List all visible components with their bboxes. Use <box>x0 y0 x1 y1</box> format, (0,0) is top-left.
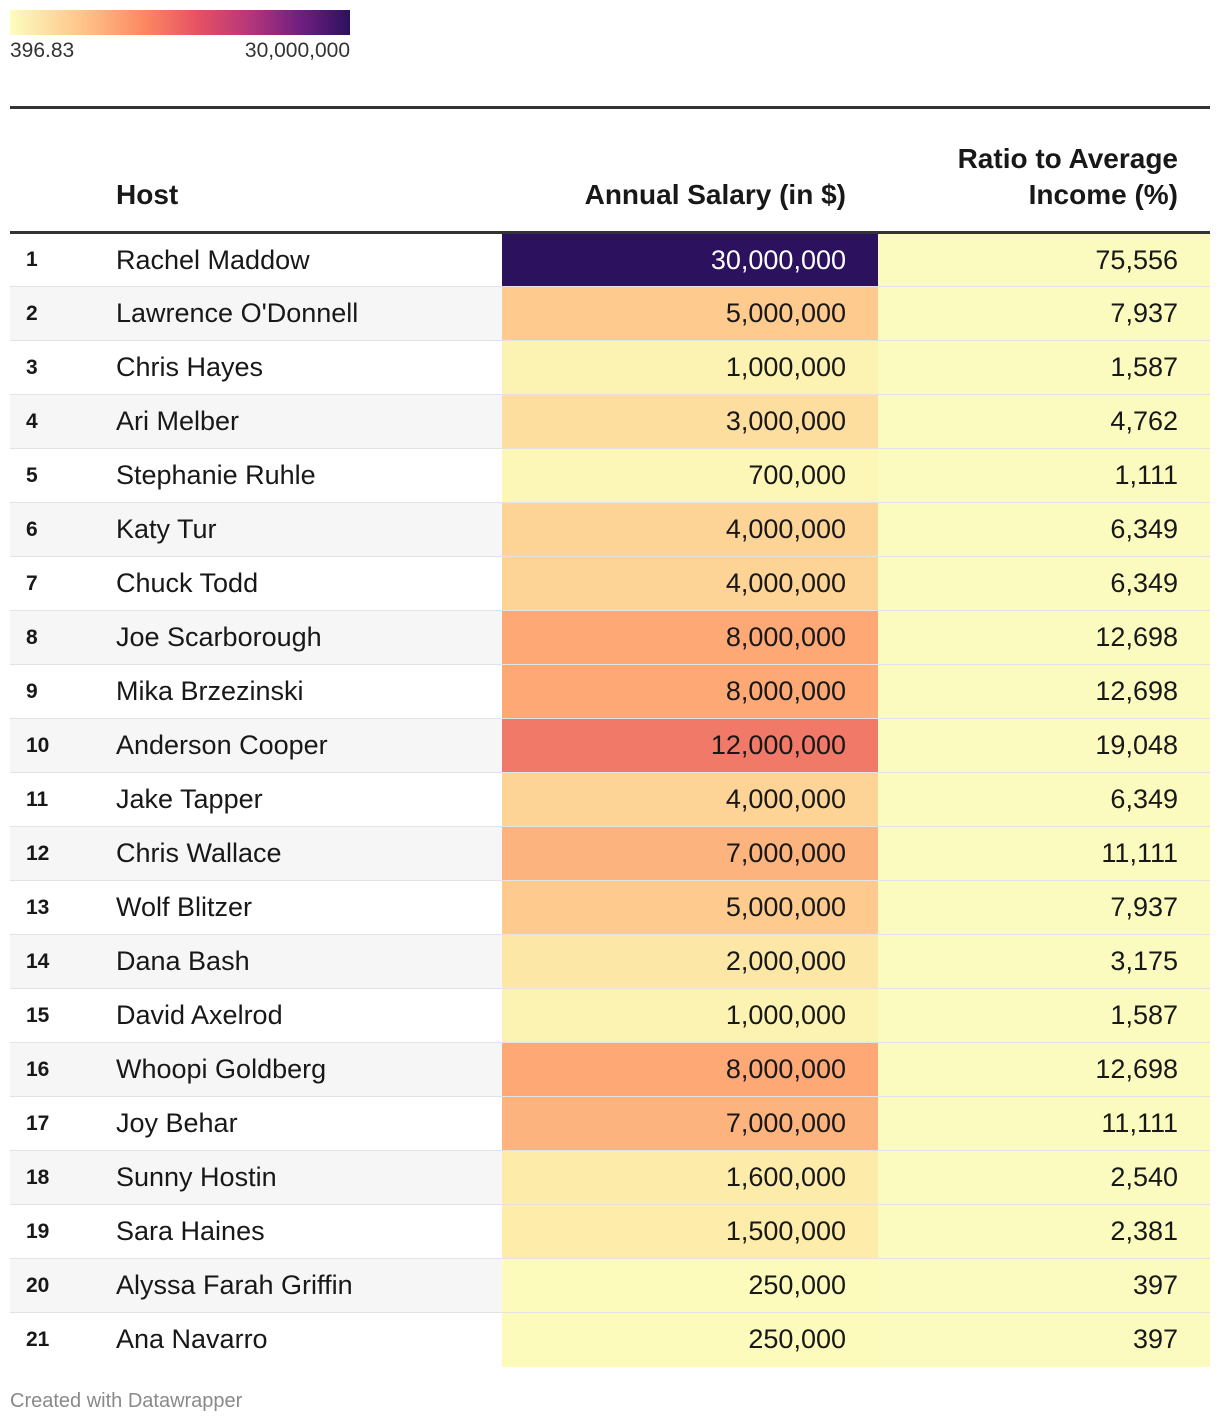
table-row <box>10 449 1210 503</box>
ratio-cell: 7,937 <box>878 287 1210 341</box>
ratio-cell: 1,587 <box>878 341 1210 395</box>
legend-max-label: 30,000,000 <box>244 39 350 62</box>
color-legend <box>10 10 350 65</box>
rank-cell: 21 <box>26 1327 50 1351</box>
table-row <box>10 1259 1210 1313</box>
table-row <box>10 1205 1210 1259</box>
rank-cell: 3 <box>26 355 38 379</box>
rank-cell: 18 <box>10 1151 116 1205</box>
salary-cell: 4,000,000 <box>502 773 878 827</box>
salary-cell: 250,000 <box>502 1313 878 1367</box>
rank-cell: 7 <box>26 571 38 595</box>
rank-cell: 17 <box>26 1111 50 1135</box>
salary-cell: 1,500,000 <box>502 1205 878 1259</box>
ratio-cell: 75,556 <box>878 233 1210 287</box>
host-cell: Ari Melber <box>116 395 502 449</box>
table-body <box>10 233 1210 1367</box>
table-row <box>10 1097 1210 1151</box>
salary-cell: 8,000,000 <box>502 611 878 665</box>
table-row <box>10 827 1210 881</box>
color-scale-labels <box>10 39 350 65</box>
header-row <box>10 108 1210 233</box>
rank-cell: 10 <box>10 719 116 773</box>
salary-cell: 8,000,000 <box>502 1043 878 1097</box>
header-ratio[interactable] <box>878 108 1210 233</box>
ratio-cell: 6,349 <box>878 557 1210 611</box>
host-cell: David Axelrod <box>116 1000 283 1030</box>
salary-cell: 250,000 <box>502 1259 878 1313</box>
ratio-cell: 11,111 <box>878 827 1210 881</box>
table-row <box>10 935 1210 989</box>
salary-cell: 30,000,000 <box>502 233 878 287</box>
rank-cell: 16 <box>10 1043 116 1097</box>
host-cell: Stephanie Ruhle <box>116 460 316 490</box>
rank-cell: 2 <box>10 287 116 341</box>
table-row <box>10 1313 1210 1367</box>
host-cell: Whoopi Goldberg <box>116 1043 502 1097</box>
host-cell: Sunny Hostin <box>116 1151 502 1205</box>
salary-cell: 12,000,000 <box>502 719 878 773</box>
ratio-cell: 19,048 <box>878 719 1210 773</box>
ratio-cell: 2,540 <box>878 1151 1210 1205</box>
rank-cell: 15 <box>26 1003 50 1027</box>
salary-table <box>10 106 1210 1367</box>
color-scale-bar <box>10 10 350 35</box>
rank-cell: 9 <box>26 679 38 703</box>
salary-cell: 5,000,000 <box>502 287 878 341</box>
table-row <box>10 611 1210 665</box>
footer-credit: Created with Datawrapper <box>10 1390 243 1412</box>
salary-cell: 5,000,000 <box>502 881 878 935</box>
table-row <box>10 665 1210 719</box>
rank-cell: 14 <box>10 935 116 989</box>
host-cell: Sara Haines <box>116 1216 265 1246</box>
salary-cell: 1,000,000 <box>502 989 878 1043</box>
table-row <box>10 395 1210 449</box>
host-cell: Dana Bash <box>116 935 502 989</box>
host-cell: Joy Behar <box>116 1108 238 1138</box>
ratio-cell: 11,111 <box>878 1097 1210 1151</box>
ratio-cell: 12,698 <box>878 1043 1210 1097</box>
header-host[interactable]: Host <box>116 179 179 210</box>
rank-cell: 19 <box>26 1219 50 1243</box>
ratio-cell: 7,937 <box>878 881 1210 935</box>
host-cell: Joe Scarborough <box>116 611 502 665</box>
host-cell: Chuck Todd <box>116 568 259 598</box>
table-row <box>10 1043 1210 1097</box>
header-salary[interactable]: Annual Salary (in $) <box>584 179 846 210</box>
salary-cell: 8,000,000 <box>502 665 878 719</box>
host-cell: Katy Tur <box>116 503 502 557</box>
host-cell: Chris Wallace <box>116 827 502 881</box>
table-row <box>10 1151 1210 1205</box>
host-cell: Jake Tapper <box>116 784 263 814</box>
table-row <box>10 881 1210 935</box>
header-ratio-line2: Income (%) <box>1028 179 1178 210</box>
rank-cell: 5 <box>26 463 38 487</box>
host-cell: Rachel Maddow <box>116 244 310 275</box>
ratio-cell: 12,698 <box>878 611 1210 665</box>
rank-cell: 8 <box>10 611 116 665</box>
rank-cell: 20 <box>10 1259 116 1313</box>
salary-cell: 7,000,000 <box>502 827 878 881</box>
table-row <box>10 557 1210 611</box>
table-header <box>10 108 1210 233</box>
table-row <box>10 233 1210 287</box>
rank-cell: 13 <box>26 895 50 919</box>
ratio-cell: 6,349 <box>878 503 1210 557</box>
host-cell: Anderson Cooper <box>116 719 502 773</box>
header-ratio-line1: Ratio to Average <box>957 143 1178 174</box>
ratio-cell: 12,698 <box>878 665 1210 719</box>
salary-cell: 3,000,000 <box>502 395 878 449</box>
ratio-cell: 1,587 <box>878 989 1210 1043</box>
ratio-cell: 1,111 <box>878 449 1210 503</box>
salary-cell: 4,000,000 <box>502 557 878 611</box>
table-row <box>10 989 1210 1043</box>
rank-cell: 6 <box>10 503 116 557</box>
salary-cell: 1,600,000 <box>502 1151 878 1205</box>
rank-cell: 4 <box>10 395 116 449</box>
ratio-cell: 6,349 <box>878 773 1210 827</box>
host-cell: Lawrence O'Donnell <box>116 287 502 341</box>
host-cell: Wolf Blitzer <box>116 892 253 922</box>
table-row <box>10 287 1210 341</box>
salary-cell: 700,000 <box>502 449 878 503</box>
table-row <box>10 719 1210 773</box>
salary-cell: 7,000,000 <box>502 1097 878 1151</box>
salary-cell: 2,000,000 <box>502 935 878 989</box>
ratio-cell: 397 <box>878 1313 1210 1367</box>
rank-cell: 1 <box>26 248 38 271</box>
legend-min-label: 396.83 <box>10 39 75 62</box>
host-cell: Alyssa Farah Griffin <box>116 1259 502 1313</box>
ratio-cell: 3,175 <box>878 935 1210 989</box>
salary-table-container <box>10 106 1210 1367</box>
rank-cell: 11 <box>26 787 49 811</box>
header-rank[interactable] <box>10 108 116 233</box>
table-row <box>10 503 1210 557</box>
table-row <box>10 341 1210 395</box>
host-cell: Mika Brzezinski <box>116 676 304 706</box>
ratio-cell: 4,762 <box>878 395 1210 449</box>
host-cell: Ana Navarro <box>116 1324 268 1355</box>
ratio-cell: 2,381 <box>878 1205 1210 1259</box>
salary-cell: 4,000,000 <box>502 503 878 557</box>
rank-cell: 12 <box>10 827 116 881</box>
salary-cell: 1,000,000 <box>502 341 878 395</box>
host-cell: Chris Hayes <box>116 352 264 382</box>
table-row <box>10 773 1210 827</box>
ratio-cell: 397 <box>878 1259 1210 1313</box>
